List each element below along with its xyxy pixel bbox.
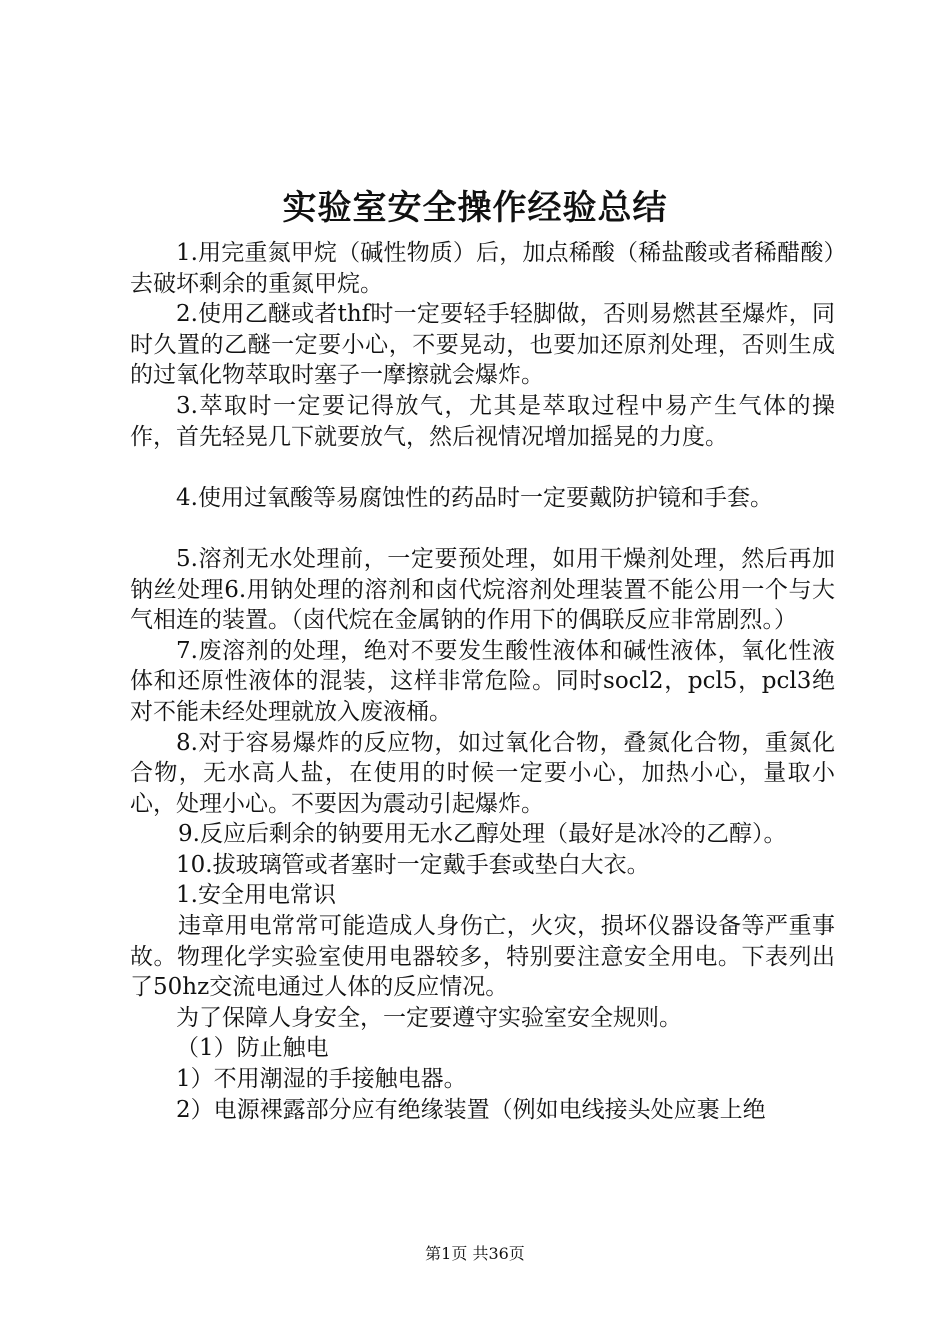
document-body: [130, 238, 835, 1125]
paragraph-gap: [130, 513, 835, 544]
paragraph-8: 8.对于容易爆炸的反应物，如过氧化合物，叠氮化合物，重氮化合物，无水高人盐，在使用的时候一定要小心，加热小心，量取小心，处理小心。不要因为震动引起爆炸。: [130, 729, 835, 817]
list-item-2: 2）电源裸露部分应有绝缘装置（例如电线接头处应裹上绝: [176, 1096, 766, 1123]
paragraph-1: 1.用完重氮甲烷（碱性物质）后，加点稀酸（稀盐酸或者稀醋酸）去破坏剩余的重氮甲烷。: [130, 240, 835, 297]
paragraph-2: 2.使用乙醚或者thf时一定要轻手轻脚做，否则易燃甚至爆炸，同时久置的乙醚一定要小心，不要晃动，也要加还原剂处理，否则生成的过氧化物萃取时塞子一摩擦就会爆炸。: [130, 301, 835, 389]
paragraph-7: 7.废溶剂的处理，绝对不要发生酸性液体和碱性液体，氧化性液体和还原性液体的混装，这样非常危险。同时socl2，pcl5，pcl3绝对不能未经处理就放入废液桶。: [130, 637, 835, 725]
document-title: 实验室安全操作经验总结: [282, 188, 668, 228]
section-heading-electricity: 1.安全用电常识: [176, 882, 336, 909]
page-footer: 第1页 共36页: [425, 1244, 525, 1263]
paragraph-4: 4.使用过氧酸等易腐蚀性的药品时一定要戴防护镜和手套。: [176, 484, 773, 511]
paragraph-10: 10.拔玻璃管或者塞时一定戴手套或垫白大衣。: [176, 851, 650, 878]
list-item-1: 1）不用潮湿的手接触电器。: [176, 1066, 467, 1093]
paragraph-3: 3.萃取时一定要记得放气，尤其是萃取过程中易产生气体的操作，首先轻晃几下就要放气，然后视情况增加摇晃的力度。: [130, 392, 835, 450]
subheading-prevent-shock: （1）防止触电: [176, 1035, 329, 1062]
paragraph-gap: [130, 452, 835, 483]
paragraph-5: 5.溶剂无水处理前，一定要预处理，如用干燥剂处理，然后再加钠丝处理6.用钠处理的溶剂和卤代烷溶剂处理装置不能公用一个与大气相连的装置。（卤代烷在金属钠的作用下的偶联反应非常剧烈。）: [130, 545, 835, 634]
paragraph-safety-rules: 为了保障人身安全，一定要遵守实验室安全规则。: [176, 1004, 682, 1031]
paragraph-electricity-intro: 违章用电常常可能造成人身伤亡，火灾，损坏仪器设备等严重事故。物理化学实验室使用电器较多，特别要注意安全用电。下表列出了50hz交流电通过人体的反应情况。: [130, 913, 835, 1001]
paragraph-9: 9.反应后剩余的钠要用无水乙醇处理（最好是冰冷的乙醇）。: [178, 821, 787, 848]
